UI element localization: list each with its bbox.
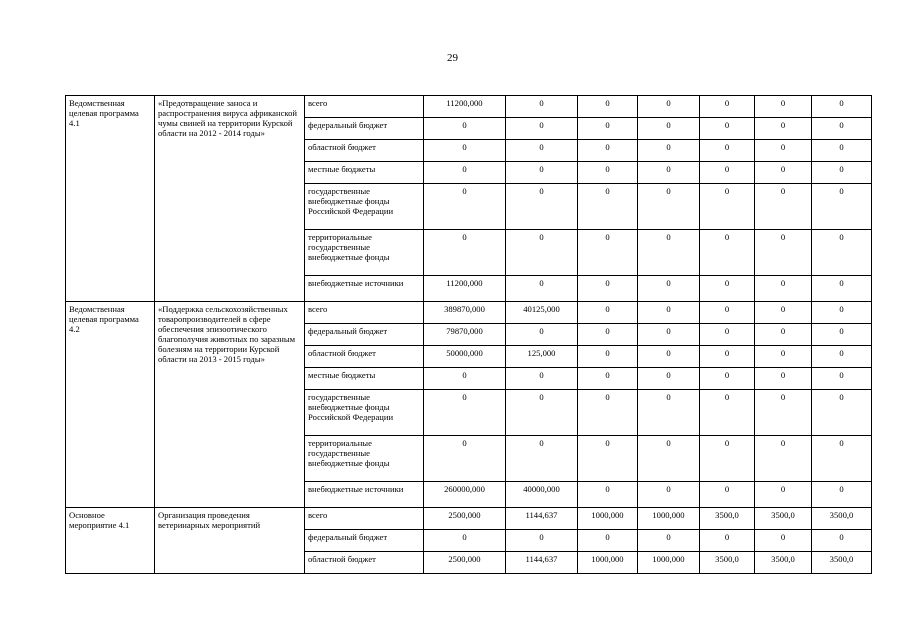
value-cell: 0 [506,530,578,552]
value-cell: 0 [755,184,812,230]
value-cell: 0 [506,324,578,346]
value-cell: 0 [812,96,872,118]
value-cell: 0 [700,302,755,324]
value-cell: 2500,000 [424,508,506,530]
value-cell: 0 [755,346,812,368]
value-cell: 0 [755,118,812,140]
value-cell: 0 [700,346,755,368]
value-cell: 0 [506,368,578,390]
value-cell: 0 [812,230,872,276]
value-cell: 0 [755,162,812,184]
value-cell: 0 [755,302,812,324]
value-cell: 1144,637 [506,508,578,530]
value-cell: 0 [578,118,638,140]
value-cell: 0 [755,436,812,482]
table-row [66,96,872,118]
value-cell: 0 [638,530,700,552]
value-cell: 0 [578,140,638,162]
value-cell: 0 [700,184,755,230]
value-cell: 0 [812,346,872,368]
value-cell: 0 [812,324,872,346]
value-cell: 1000,000 [578,552,638,574]
value-cell: 0 [700,390,755,436]
funding-source-cell: областной бюджет [305,346,424,368]
value-cell: 0 [578,482,638,508]
value-cell: 3500,0 [812,508,872,530]
program-name-cell: «Предотвращение заноса и распространения вируса африканской чумы свиней на территории Курской области на 2012 - 2014 годы» [155,96,305,302]
value-cell: 0 [812,482,872,508]
value-cell: 0 [638,162,700,184]
value-cell: 0 [578,324,638,346]
value-cell: 0 [506,118,578,140]
program-name-cell: Организация проведения ветеринарных мероприятий [155,508,305,574]
funding-source-cell: государственные внебюджетные фонды Российской Федерации [305,184,424,230]
value-cell: 50000,000 [424,346,506,368]
value-cell: 1000,000 [638,552,700,574]
value-cell: 0 [578,346,638,368]
value-cell: 0 [755,140,812,162]
value-cell: 260000,000 [424,482,506,508]
funding-source-cell: всего [305,508,424,530]
value-cell: 0 [638,230,700,276]
value-cell: 0 [755,390,812,436]
value-cell: 0 [812,302,872,324]
value-cell: 0 [578,390,638,436]
value-cell: 1000,000 [638,508,700,530]
value-cell: 0 [755,96,812,118]
funding-source-cell: внебюджетные источники [305,482,424,508]
value-cell: 0 [424,118,506,140]
value-cell: 0 [812,390,872,436]
table-row [66,508,872,530]
value-cell: 0 [578,184,638,230]
value-cell: 79870,000 [424,324,506,346]
funding-source-cell: местные бюджеты [305,162,424,184]
funding-source-cell: федеральный бюджет [305,118,424,140]
value-cell: 0 [755,324,812,346]
value-cell: 3500,0 [755,552,812,574]
value-cell: 0 [700,368,755,390]
value-cell: 389870,000 [424,302,506,324]
value-cell: 0 [506,390,578,436]
funding-source-cell: федеральный бюджет [305,324,424,346]
program-type-cell: Ведомственная целевая программа 4.2 [66,302,155,508]
value-cell: 0 [755,276,812,302]
funding-source-cell: территориальные государственные внебюджетные фонды [305,436,424,482]
value-cell: 0 [424,230,506,276]
value-cell: 0 [812,184,872,230]
value-cell: 0 [812,140,872,162]
value-cell: 0 [424,184,506,230]
program-type-cell: Основное мероприятие 4.1 [66,508,155,574]
value-cell: 11200,000 [424,276,506,302]
value-cell: 0 [812,118,872,140]
page-number: 29 [447,52,458,64]
value-cell: 0 [700,96,755,118]
value-cell: 0 [755,530,812,552]
value-cell: 0 [424,162,506,184]
value-cell: 0 [506,276,578,302]
value-cell: 0 [755,368,812,390]
program-name-cell: «Поддержка сельскохозяйственных товаропроизводителей в сфере обеспечения эпизоотического благополучия животных по заразным болезням на территории Курской области на 2013 - 2015 годы» [155,302,305,508]
value-cell: 0 [578,436,638,482]
value-cell: 0 [700,118,755,140]
value-cell: 0 [506,162,578,184]
funding-source-cell: областной бюджет [305,140,424,162]
value-cell: 0 [506,184,578,230]
value-cell: 2500,000 [424,552,506,574]
value-cell: 0 [700,140,755,162]
funding-source-cell: территориальные государственные внебюджетные фонды [305,230,424,276]
value-cell: 11200,000 [424,96,506,118]
value-cell: 40125,000 [506,302,578,324]
value-cell: 0 [638,302,700,324]
value-cell: 0 [424,530,506,552]
value-cell: 0 [812,276,872,302]
value-cell: 0 [700,230,755,276]
value-cell: 1000,000 [578,508,638,530]
value-cell: 0 [578,96,638,118]
value-cell: 0 [755,230,812,276]
value-cell: 0 [424,140,506,162]
value-cell: 0 [812,368,872,390]
funding-source-cell: всего [305,96,424,118]
funding-source-cell: государственные внебюджетные фонды Российской Федерации [305,390,424,436]
funding-source-cell: местные бюджеты [305,368,424,390]
value-cell: 0 [424,436,506,482]
value-cell: 0 [638,96,700,118]
value-cell: 0 [424,390,506,436]
value-cell: 3500,0 [755,508,812,530]
value-cell: 0 [700,436,755,482]
value-cell: 0 [700,324,755,346]
value-cell: 0 [578,230,638,276]
funding-source-cell: федеральный бюджет [305,530,424,552]
value-cell: 0 [506,140,578,162]
value-cell: 0 [638,140,700,162]
value-cell: 0 [638,346,700,368]
value-cell: 0 [638,482,700,508]
value-cell: 0 [638,436,700,482]
value-cell: 0 [638,118,700,140]
value-cell: 0 [578,530,638,552]
program-type-cell: Ведомственная целевая программа 4.1 [66,96,155,302]
value-cell: 0 [638,368,700,390]
value-cell: 0 [812,436,872,482]
value-cell: 0 [506,230,578,276]
value-cell: 1144,637 [506,552,578,574]
value-cell: 0 [578,302,638,324]
value-cell: 0 [638,276,700,302]
value-cell: 0 [700,482,755,508]
value-cell: 40000,000 [506,482,578,508]
value-cell: 0 [506,436,578,482]
value-cell: 0 [700,276,755,302]
value-cell: 125,000 [506,346,578,368]
value-cell: 0 [638,324,700,346]
value-cell: 0 [578,368,638,390]
budget-table [65,95,872,574]
value-cell: 0 [638,184,700,230]
value-cell: 0 [506,96,578,118]
funding-source-cell: всего [305,302,424,324]
value-cell: 3500,0 [812,552,872,574]
funding-source-cell: областной бюджет [305,552,424,574]
value-cell: 3500,0 [700,552,755,574]
value-cell: 0 [700,530,755,552]
value-cell: 0 [700,162,755,184]
table-row [66,302,872,324]
value-cell: 0 [755,482,812,508]
funding-source-cell: внебюджетные источники [305,276,424,302]
value-cell: 0 [578,276,638,302]
value-cell: 0 [424,368,506,390]
value-cell: 0 [638,390,700,436]
value-cell: 0 [812,162,872,184]
value-cell: 3500,0 [700,508,755,530]
value-cell: 0 [578,162,638,184]
value-cell: 0 [812,530,872,552]
